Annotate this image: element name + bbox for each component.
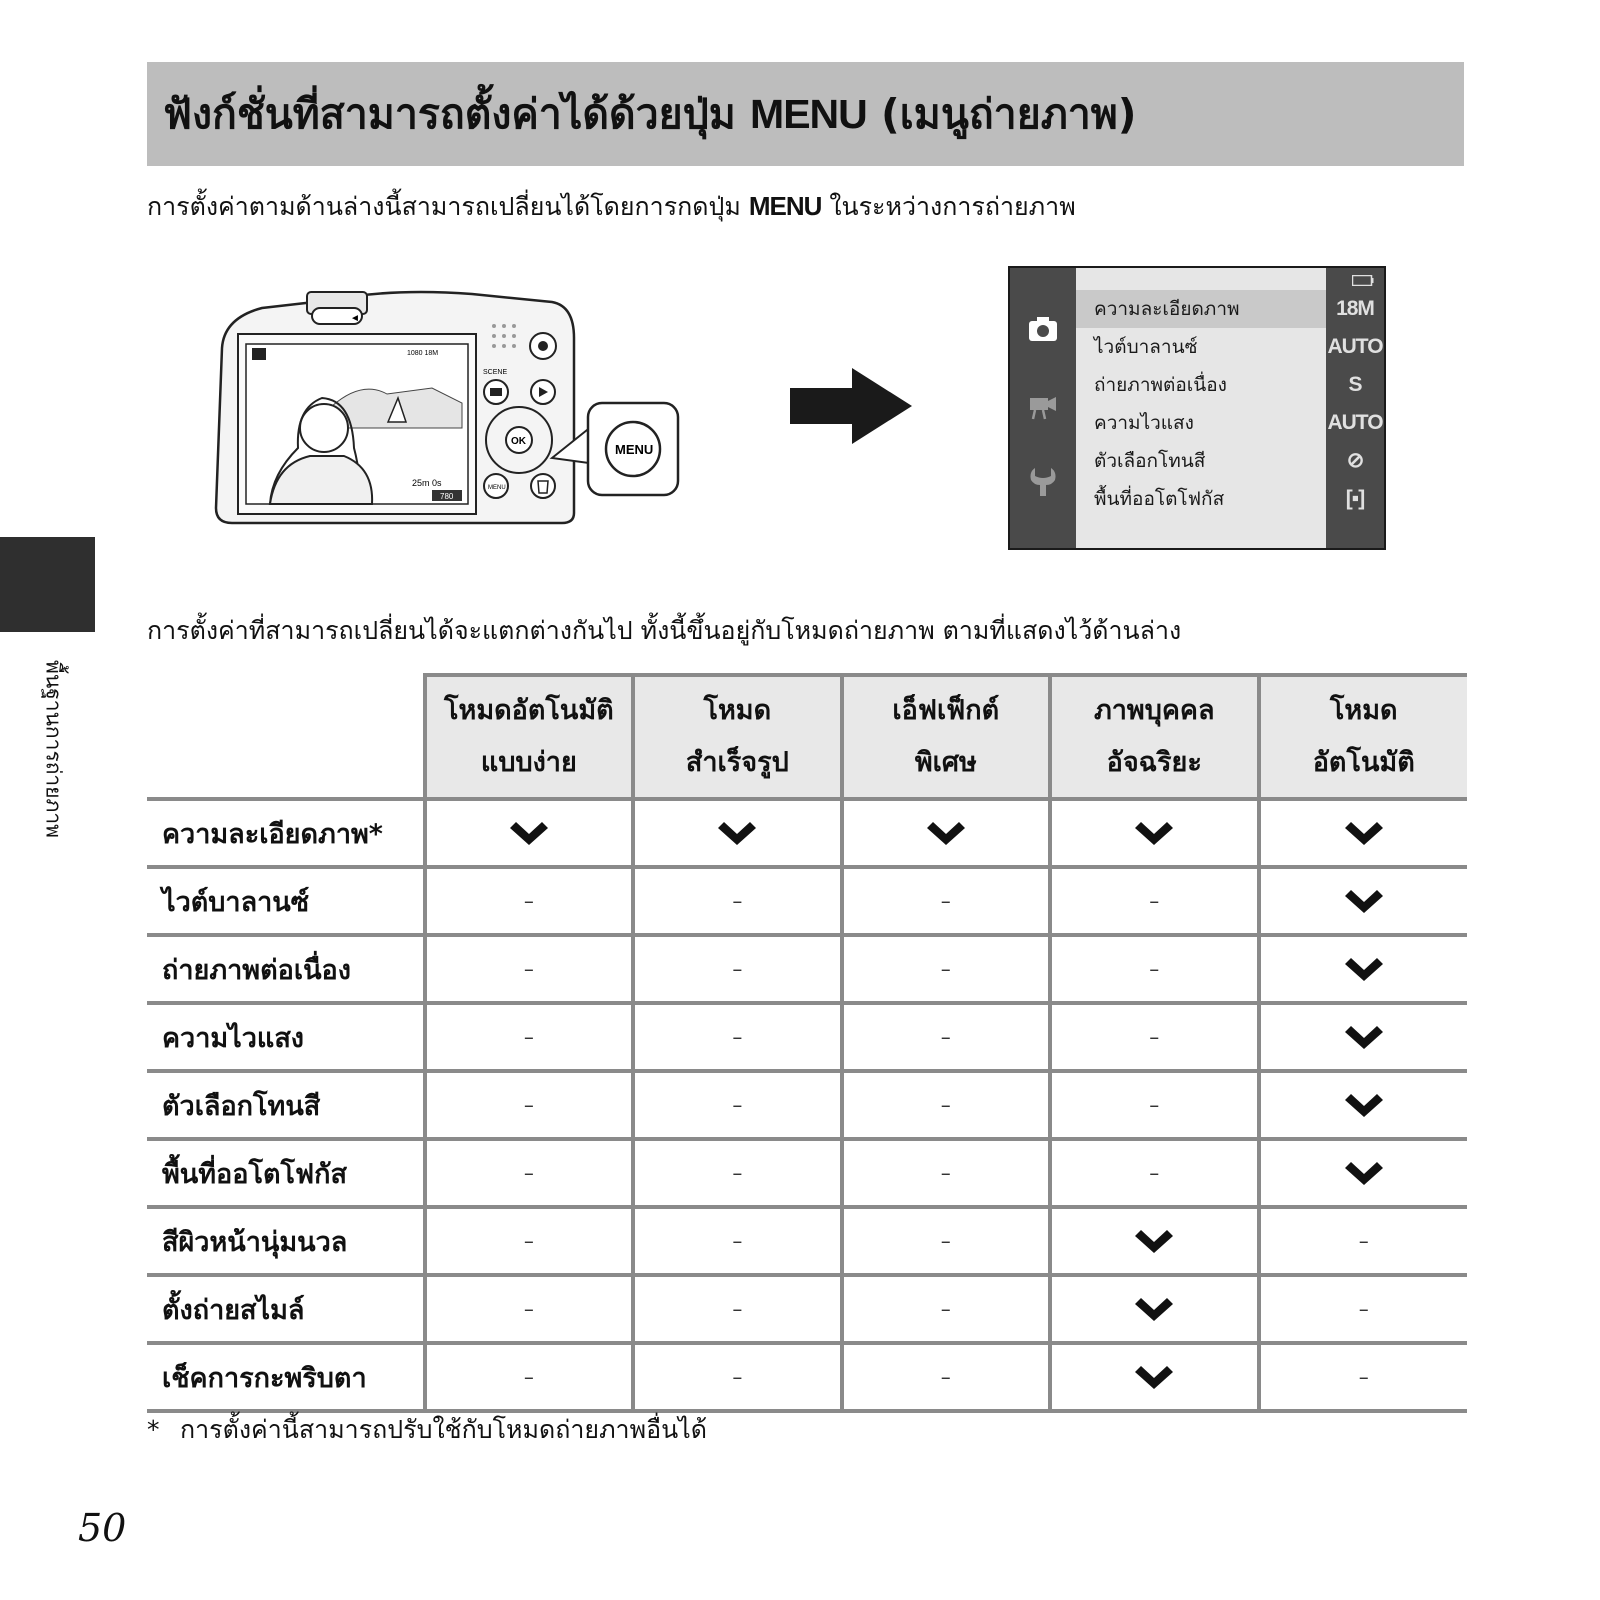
table-cell: [1259, 1139, 1468, 1207]
not-available-dash: –: [732, 1365, 743, 1389]
not-available-dash: –: [1149, 1025, 1160, 1049]
lcd-menu-item-label: ถ่ายภาพต่อเนื่อง: [1094, 374, 1227, 396]
header-line2: พิเศษ: [914, 747, 977, 778]
table-cell: [842, 1207, 1050, 1275]
lcd-menu-item-label: ความไวแสง: [1094, 412, 1194, 434]
lcd-menu-item-label: ความละเอียดภาพ: [1094, 298, 1240, 320]
table-cell: [1259, 1343, 1468, 1411]
checkmark-icon: [1133, 819, 1175, 847]
row-label: ตัวเลือกโทนสี: [147, 1071, 425, 1139]
table-row: [147, 1071, 1467, 1139]
intro-text: [147, 186, 1076, 227]
lcd-menu-list: [1076, 268, 1328, 548]
not-available-dash: –: [523, 1093, 534, 1117]
footnote-text: การตั้งค่านี้สามารถปรับใช้กับโหมดถ่ายภาพอื่นได้: [180, 1415, 707, 1444]
lcd-menu-item[interactable]: [1076, 480, 1328, 518]
checkmark-icon: [1343, 1091, 1385, 1119]
table-header: [633, 675, 841, 799]
not-available-dash: –: [1149, 1161, 1160, 1185]
intro-menu-word: MENU: [748, 191, 822, 221]
table-header-row: [147, 675, 1467, 799]
not-available-dash: –: [1358, 1297, 1369, 1321]
not-available-dash: –: [732, 1297, 743, 1321]
not-available-dash: –: [1149, 1093, 1160, 1117]
table-cell: [633, 1139, 841, 1207]
table-cell: [842, 1003, 1050, 1071]
table-cell: [1050, 1207, 1258, 1275]
lcd-value-af-area: [▪]: [1345, 487, 1365, 510]
wrench-icon: [1026, 464, 1060, 498]
header-line2: อัตโนมัติ: [1312, 747, 1415, 778]
checkmark-icon: [1343, 887, 1385, 915]
not-available-dash: –: [1358, 1365, 1369, 1389]
menu-callout-label: MENU: [615, 442, 654, 457]
table-cell: [1259, 799, 1468, 867]
table-cell: [1050, 1343, 1258, 1411]
not-available-dash: –: [732, 957, 743, 981]
checkmark-icon: [1133, 1227, 1175, 1255]
checkmark-icon: [508, 819, 550, 847]
checkmark-icon: [716, 819, 758, 847]
screen-count: 780: [440, 492, 454, 501]
table-corner: [147, 675, 425, 799]
delete-button: [531, 474, 555, 498]
lcd-value-iso: AUTO: [1327, 411, 1383, 434]
camera-icon: [1026, 312, 1060, 346]
table-row: [147, 1139, 1467, 1207]
table-cell: [1050, 935, 1258, 1003]
table-cell: [1050, 1139, 1258, 1207]
table-cell: [842, 935, 1050, 1003]
not-available-dash: –: [940, 889, 951, 913]
row-label: เช็คการกะพริบตา: [147, 1343, 425, 1411]
table-cell: [842, 799, 1050, 867]
row-label: ถ่ายภาพต่อเนื่อง: [147, 935, 425, 1003]
checkmark-icon: [1133, 1363, 1175, 1391]
lcd-menu-item[interactable]: [1076, 442, 1328, 480]
section-tab: [0, 537, 95, 632]
table-cell: [425, 1343, 633, 1411]
screen-time: 25m 0s: [412, 478, 442, 488]
table-row: [147, 1003, 1467, 1071]
header-line1: โหมดอัตโนมัติ: [444, 695, 614, 726]
table-cell: [1259, 1003, 1468, 1071]
not-available-dash: –: [523, 889, 534, 913]
table-row: [147, 799, 1467, 867]
not-available-dash: –: [940, 1093, 951, 1117]
screen-top-info: 1080 18M: [407, 350, 439, 357]
flash-toggle-icon: ◄: [350, 313, 360, 324]
header-line2: สำเร็จรูป: [685, 747, 789, 778]
table-cell: [1050, 1071, 1258, 1139]
not-available-dash: –: [523, 1229, 534, 1253]
footnote-marker: *: [147, 1415, 160, 1444]
table-cell: [425, 1275, 633, 1343]
table-row: [147, 935, 1467, 1003]
not-available-dash: –: [732, 1025, 743, 1049]
checkmark-icon: [1343, 819, 1385, 847]
table-row: [147, 867, 1467, 935]
lcd-value-color-options: ⊘: [1346, 449, 1364, 472]
table-cell: [633, 799, 841, 867]
not-available-dash: –: [940, 1025, 951, 1049]
table-row: [147, 1343, 1467, 1411]
camera-lcd-menu: [1008, 266, 1386, 550]
checkmark-icon: [1133, 1295, 1175, 1323]
table-cell: [1259, 1207, 1468, 1275]
lcd-value-continuous: S: [1348, 373, 1362, 396]
camera-menu-label: MENU: [488, 485, 506, 491]
table-cell: [1050, 1003, 1258, 1071]
not-available-dash: –: [940, 957, 951, 981]
lcd-value-image-size: 18M: [1336, 297, 1374, 320]
table-cell: [633, 1207, 841, 1275]
battery-icon: [1352, 275, 1374, 286]
table-cell: [1259, 867, 1468, 935]
header-line2: แบบง่าย: [480, 747, 577, 778]
scene-label: SCENE: [483, 369, 508, 376]
table-cell: [1050, 799, 1258, 867]
not-available-dash: –: [940, 1229, 951, 1253]
lcd-menu-item[interactable]: [1076, 404, 1328, 442]
table-cell: [425, 799, 633, 867]
table-header: [1259, 675, 1468, 799]
not-available-dash: –: [732, 1093, 743, 1117]
lcd-menu-values: [1326, 268, 1384, 548]
header-line1: เอ็ฟเฟ็กต์: [892, 695, 1000, 726]
not-available-dash: –: [732, 1161, 743, 1185]
table-cell: [842, 1275, 1050, 1343]
table-cell: [633, 867, 841, 935]
section-label-text: พื้นฐานการถ่ายภาพ: [41, 660, 66, 839]
lcd-menu-item-label: พื้นที่ออโตโฟกัส: [1094, 488, 1225, 510]
table-cell: [842, 867, 1050, 935]
right-arrow-icon: [790, 368, 912, 444]
not-available-dash: –: [523, 1161, 534, 1185]
table-cell: [633, 1275, 841, 1343]
not-available-dash: –: [1358, 1229, 1369, 1253]
not-available-dash: –: [732, 889, 743, 913]
table-cell: [425, 1139, 633, 1207]
table-cell: [425, 1003, 633, 1071]
header-line2: อัจฉริยะ: [1106, 747, 1202, 778]
not-available-dash: –: [523, 1297, 534, 1321]
intro-text-after: ในระหว่างการถ่ายภาพ: [821, 192, 1076, 221]
table-cell: [425, 867, 633, 935]
footnote: [147, 1410, 707, 1450]
table-cell: [633, 935, 841, 1003]
not-available-dash: –: [1149, 889, 1160, 913]
table-cell: [633, 1071, 841, 1139]
not-available-dash: –: [732, 1229, 743, 1253]
table-header: [842, 675, 1050, 799]
title-menu-word: MENU: [750, 91, 867, 137]
checkmark-icon: [1343, 955, 1385, 983]
header-line1: โหมด: [703, 695, 772, 726]
title-bar: [147, 62, 1464, 166]
table-row: [147, 1275, 1467, 1343]
not-available-dash: –: [523, 1365, 534, 1389]
table-cell: [842, 1139, 1050, 1207]
table-header: [1050, 675, 1258, 799]
row-label: สีผิวหน้านุ่มนวล: [147, 1207, 425, 1275]
section-label: [38, 660, 68, 960]
camera-back-illustration: [212, 288, 694, 533]
modes-note: การตั้งค่าที่สามารถเปลี่ยนได้จะแตกต่างกันไป ทั้งนี้ขึ้นอยู่กับโหมดถ่ายภาพ ตามที่แสดงไว้ด้านล่าง: [147, 616, 1182, 645]
not-available-dash: –: [940, 1365, 951, 1389]
row-label: ความไวแสง: [147, 1003, 425, 1071]
checkmark-icon: [1343, 1159, 1385, 1187]
intro-text-before: การตั้งค่าตามด้านล่างนี้สามารถเปลี่ยนได้โดยการกดปุ่ม: [147, 192, 749, 221]
not-available-dash: –: [940, 1297, 951, 1321]
not-available-dash: –: [523, 957, 534, 981]
table-cell: [425, 1071, 633, 1139]
settings-table: [147, 673, 1467, 1413]
table-body: [147, 799, 1467, 1411]
table-cell: [1259, 1071, 1468, 1139]
lcd-menu-item-label: ตัวเลือกโทนสี: [1094, 450, 1206, 472]
checkmark-icon: [925, 819, 967, 847]
header-line1: ภาพบุคคล: [1093, 695, 1215, 726]
row-label: ไวต์บาลานซ์: [147, 867, 425, 935]
not-available-dash: –: [1149, 957, 1160, 981]
table-cell: [425, 935, 633, 1003]
table-cell: [1259, 935, 1468, 1003]
row-label: พื้นที่ออโตโฟกัส: [147, 1139, 425, 1207]
table-cell: [842, 1343, 1050, 1411]
table-cell: [842, 1071, 1050, 1139]
table-cell: [425, 1207, 633, 1275]
page-title: [163, 86, 1137, 142]
lcd-menu-item[interactable]: [1076, 328, 1328, 366]
lcd-menu-item[interactable]: [1076, 290, 1328, 328]
lcd-menu-sidebar: [1010, 268, 1076, 548]
checkmark-icon: [1343, 1023, 1385, 1051]
table-row: [147, 1207, 1467, 1275]
header-line1: โหมด: [1329, 695, 1398, 726]
movie-camera-icon: [1026, 388, 1060, 422]
lcd-menu-item[interactable]: [1076, 366, 1328, 404]
ok-label: OK: [511, 436, 526, 447]
row-label: ความละเอียดภาพ*: [147, 799, 425, 867]
title-text: ฟังก์ชั่นที่สามารถตั้งค่าได้ด้วยปุ่ม: [163, 90, 751, 138]
row-label: ตั้งถ่ายสไมล์: [147, 1275, 425, 1343]
title-suffix: (เมนูถ่ายภาพ): [866, 90, 1137, 138]
lcd-menu-item-label: ไวต์บาลานซ์: [1094, 336, 1198, 358]
table-cell: [1050, 867, 1258, 935]
table-cell: [633, 1343, 841, 1411]
lcd-value-white-balance: AUTO: [1327, 335, 1383, 358]
table-cell: [1050, 1275, 1258, 1343]
table-cell: [1259, 1275, 1468, 1343]
not-available-dash: –: [940, 1161, 951, 1185]
page-number: 50: [78, 1506, 127, 1550]
table-cell: [633, 1003, 841, 1071]
table-header: [425, 675, 633, 799]
not-available-dash: –: [523, 1025, 534, 1049]
